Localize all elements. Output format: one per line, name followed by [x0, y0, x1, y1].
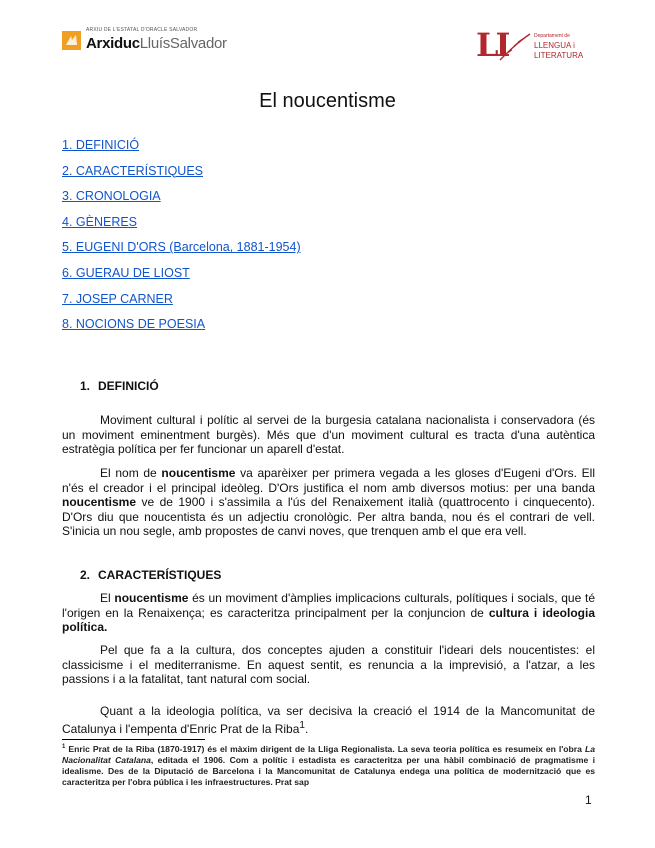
- toc-link-guerau-de-liost[interactable]: 6. GUERAU DE LIOST: [62, 265, 190, 280]
- paragraph-caracteristiques-2: Pel que fa a la cultura, dos conceptes ajuden a constituir l'ideari dels noucentistes: el classicisme i el mediterranisme. En aquest sentit, es renuncia a la imprevisió, a l'atzar, a les passions i a la fatalitat, tant natural com social.: [62, 643, 595, 686]
- section-heading-caracteristiques: 2. CARACTERÍSTIQUES: [80, 568, 222, 582]
- paragraph-definicio-2: El nom de noucentisme va aparèixer per primera vegada a les gloses d'Eugeni d'Ors. Ell n'és el creador i el principal ideòleg. D'Ors justifica el nom amb diversos motius: per una banda noucentisme ve de 1900 i s'assimila a l'ús del Renaixement italià (quattrocento i cinquecento). D'Ors diu que noucentista és un adjectiu cronològic. Per altra banda, nou és el contrari de vell. S'inicia un nou segle, amb propostes de canvi noves, que trenquen amb el que era vell.: [62, 466, 595, 538]
- toc-link-generes[interactable]: 4. GÈNERES: [62, 214, 138, 229]
- toc-link-nocions-de-poesia[interactable]: 8. NOCIONS DE POESIA: [62, 317, 206, 332]
- footnote-ref[interactable]: 1: [299, 719, 305, 731]
- arxiduc-logo-mark-icon: [62, 31, 81, 50]
- page-title: El noucentisme: [259, 90, 396, 112]
- page-number: 1: [585, 793, 592, 807]
- paragraph-definicio-1: Moviment cultural i polític al servei de la burgesia catalana nacionalista i conservadora (és un moviment eminentment burgès). Més que d'un moviment cultural es tracta d'una autèntica estratègia política per fer funcionar un aparell d'estat.: [62, 413, 595, 456]
- logo-tagline: ARXIU DE L'ESTATAL D'ORACLE SALVADOR: [86, 27, 198, 33]
- toc-link-josep-carner[interactable]: 7. JOSEP CARNER: [62, 291, 173, 306]
- arxiduc-logo: [62, 27, 262, 57]
- toc-link-caracteristiques[interactable]: 2. CARACTERÍSTIQUES: [62, 163, 203, 178]
- paragraph-caracteristiques-1: El noucentisme és un moviment d'àmplies implicacions culturals, polítiques i socials, que té l'origen en la Renaixença; es caracteritza principalment per la conjuncion de cultura i ideologia política.: [62, 591, 595, 634]
- department-logo: [476, 28, 606, 68]
- toc-link-definicio[interactable]: 1. DEFINICIÓ: [62, 138, 140, 152]
- department-logo-mark-icon: LI: [476, 26, 508, 64]
- footnote-1: $^1$ Enric Prat de la Riba (1870-1917) és el màxim dirigent de la Lliga Regionalista. La seva teoria política es resumeix en l'obra La Nacionalitat Catalana, editada el 1906. Com a polític i estadista es caracteritza per una hàbil combinació de pragmatisme i idealisme. Des de la Diputació de Barcelona i la Mancomunitat de Catalunya endega una política de modernització que es caracteritza per l'obra pública i les infraestructures. Prat sap: [62, 743, 596, 788]
- toc-link-eugeni-dors[interactable]: 5. EUGENI D'ORS (Barcelona, 1881-1954): [62, 240, 301, 255]
- toc-link-cronologia[interactable]: 3. CRONOLOGIA: [62, 189, 161, 204]
- paragraph-caracteristiques-3: Quant a la ideologia política, va ser decisiva la creació el 1914 de la Mancomunitat de Catalunya i l'empenta d'Enric Prat de la Riba$^1$.: [62, 704, 595, 736]
- section-heading-definicio: 1. DEFINICIÓ: [80, 379, 159, 393]
- quill-icon: [498, 32, 532, 62]
- table-of-contents: [62, 133, 301, 338]
- logo-name: ArxiducLluísSalvador: [86, 35, 227, 52]
- department-logo-text: Departament de LLENGUA i LITERATURA: [534, 33, 584, 60]
- footnote-divider: [62, 739, 205, 740]
